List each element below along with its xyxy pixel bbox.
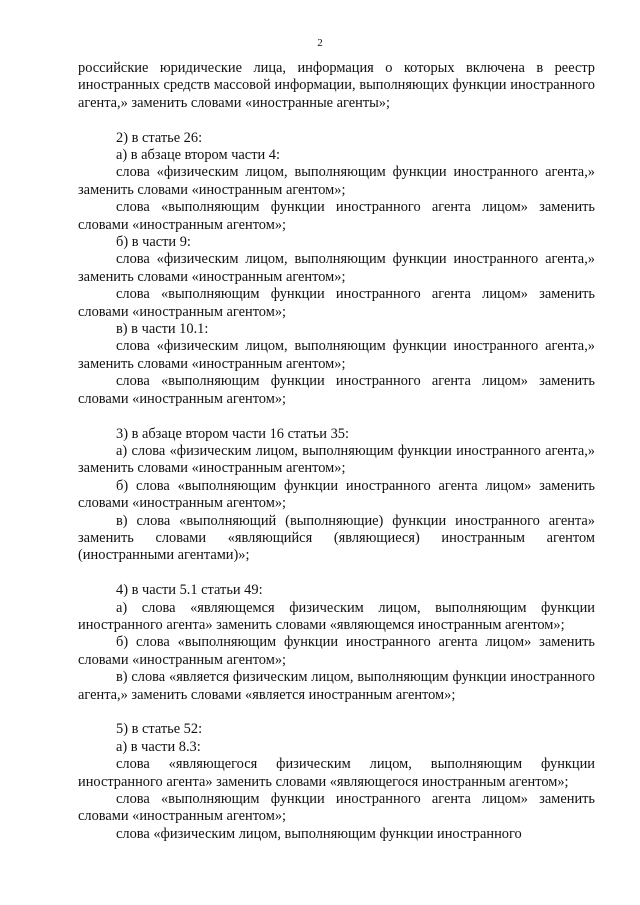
paragraph-gap [78, 408, 595, 425]
amendment-paragraph: б) слова «выполняющим функции иностранного агента лицом» заменить словами «иностранным агентом»; [78, 477, 595, 512]
amendment-paragraph: а) слова «физическим лицом, выполняющим функции иностранного агента,» заменить словами «иностранным агентом»; [78, 442, 595, 477]
paragraph-gap [78, 112, 595, 129]
subitem-heading: а) в абзаце втором части 4: [116, 147, 280, 164]
amendment-paragraph: а) слова «являющемся физическим лицом, выполняющим функции иностранного агента» заменить словами «являющемся иностранным агентом»; [78, 599, 595, 633]
item-heading: 3) в абзаце втором части 16 статьи 35: [116, 425, 349, 442]
subitem-heading: б) в части 9: [116, 234, 191, 251]
item-heading: 5) в статье 52: [116, 721, 203, 738]
amendment-paragraph: слова «выполняющим функции иностранного агента лицом» заменить словами «иностранным агентом»; [78, 791, 595, 825]
amendment-paragraph: слова «выполняющим функции иностранного агента лицом» заменить словами «иностранным агентом»; [78, 373, 595, 407]
amendment-paragraph: слова «физическим лицом, выполняющим функции иностранного агента,» заменить словами «иностранным агентом»; [78, 338, 595, 372]
paragraph-continuation: российские юридические лица, информация о которых включена в реестр иностранных средств массовой информации, выполняющих функции иностранного агента,» заменить словами «иностранные агенты»; [78, 60, 595, 111]
amendment-paragraph: б) слова «выполняющим функции иностранного агента лицом» заменить словами «иностранным агентом»; [78, 634, 595, 668]
subitem-heading: в) в части 10.1: [116, 321, 209, 338]
paragraph-gap [78, 704, 595, 721]
amendment-paragraph: в) слова «выполняющий (выполняющие) функции иностранного агента» заменить словами «являющийся (являющиеся) иностранным агентом (иностранными агентами)»; [78, 512, 595, 564]
item-heading: 4) в части 5.1 статьи 49: [116, 582, 263, 599]
amendment-paragraph: слова «выполняющим функции иностранного агента лицом» заменить словами «иностранным агентом»; [78, 286, 595, 320]
subitem-heading: а) в части 8.3: [116, 738, 201, 755]
item-heading: 2) в статье 26: [116, 129, 203, 146]
amendment-paragraph: слова «выполняющим функции иностранного агента лицом» заменить словами «иностранным агентом»; [78, 199, 595, 233]
amendment-paragraph: слова «физическим лицом, выполняющим функции иностранного агента,» заменить словами «иностранным агентом»; [78, 251, 595, 285]
document-body [78, 60, 595, 843]
amendment-paragraph: слова «физическим лицом, выполняющим функции иностранного [116, 825, 522, 842]
amendment-paragraph: слова «физическим лицом, выполняющим функции иностранного агента,» заменить словами «иностранным агентом»; [78, 164, 595, 198]
page-number: 2 [317, 37, 323, 49]
amendment-paragraph: слова «являющегося физическим лицом, выполняющим функции иностранного агента» заменить словами «являющегося иностранным агентом»; [78, 756, 595, 790]
paragraph-gap [78, 565, 595, 582]
amendment-paragraph: в) слова «является физическим лицом, выполняющим функции иностранного агента,» заменить словами «является иностранным агентом»; [78, 669, 595, 703]
